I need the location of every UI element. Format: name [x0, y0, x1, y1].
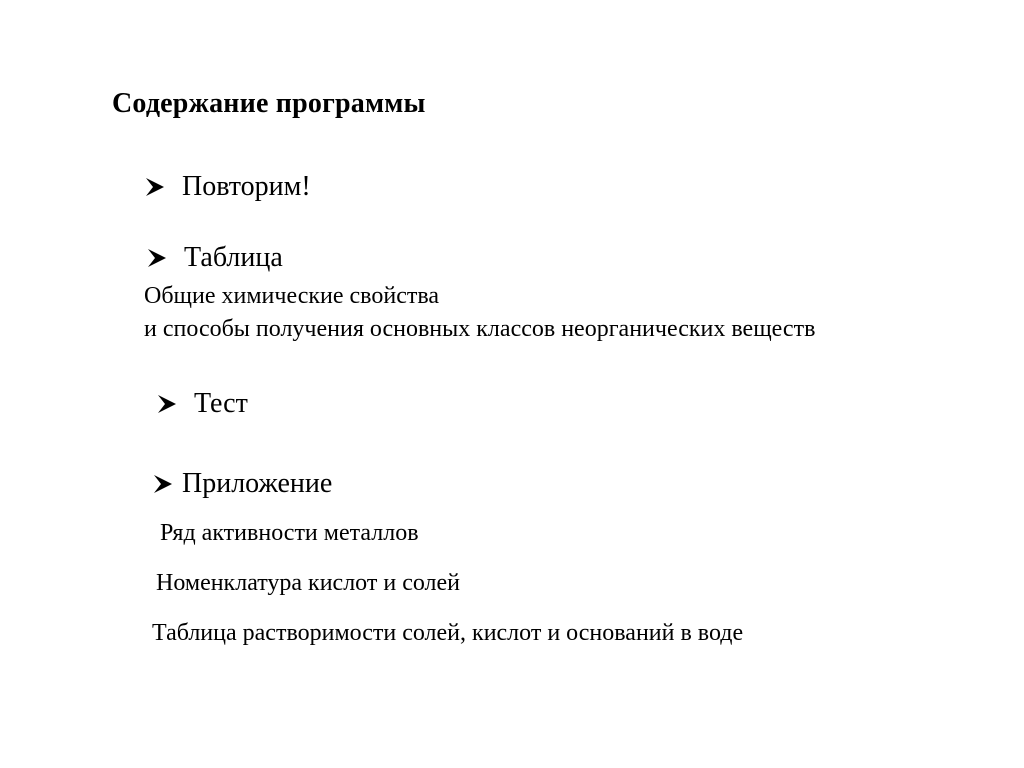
bullet-label: Таблица	[184, 242, 283, 273]
table-subline[interactable]: Общие химические свойства	[144, 283, 439, 309]
bullet-item-appendix[interactable]	[152, 468, 332, 500]
arrowhead-bullet-icon	[152, 473, 174, 495]
arrowhead-bullet-icon	[156, 393, 178, 415]
bullet-label: Приложение	[182, 468, 333, 499]
table-subline[interactable]: и способы получения основных классов неорганических веществ	[144, 316, 816, 342]
bullet-label: Повторим!	[182, 171, 311, 202]
bullet-item-repeat[interactable]	[144, 171, 311, 203]
arrowhead-bullet-icon	[146, 247, 168, 269]
bullet-item-test[interactable]	[156, 388, 248, 420]
bullet-label: Тест	[194, 388, 248, 419]
arrowhead-bullet-icon	[144, 176, 166, 198]
appendix-link-metal-activity[interactable]: Ряд активности металлов	[160, 520, 419, 546]
appendix-link-nomenclature[interactable]: Номенклатура кислот и солей	[156, 570, 461, 596]
bullet-item-table[interactable]	[146, 242, 283, 274]
slide-title: Содержание программы	[112, 88, 426, 119]
appendix-link-solubility-table[interactable]: Таблица растворимости солей, кислот и оснований в воде	[152, 620, 744, 646]
